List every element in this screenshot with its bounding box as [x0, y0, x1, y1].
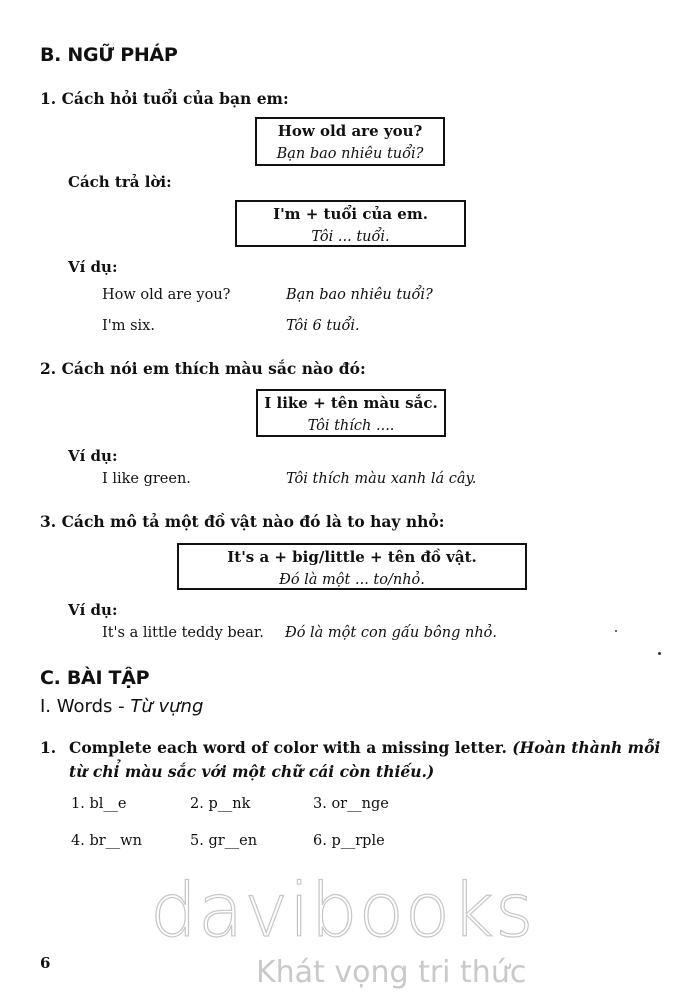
- age-answer-box: [235, 200, 466, 247]
- word-item-1: 1. bl__e: [71, 796, 127, 812]
- print-speck: [658, 652, 661, 655]
- age-answer-vi: Tôi ... tuổi.: [311, 229, 390, 245]
- like-color-en: I like + tên màu sắc.: [264, 394, 438, 412]
- watermark-brand: davibooks: [150, 868, 535, 954]
- part1-ex2-en: I'm six.: [102, 318, 155, 334]
- print-speck: [615, 630, 617, 632]
- part1-ex2-vi: Tôi 6 tuổi.: [286, 318, 360, 334]
- part3-example-label: Ví dụ:: [68, 601, 118, 619]
- word-item-6: 6. p__rple: [313, 833, 385, 849]
- exercise1-instruction-line1: [69, 736, 660, 760]
- exercise1-instruction-vi-2: từ chỉ màu sắc với một chữ cái còn thiếu.): [69, 762, 435, 781]
- part3-heading: 3. Cách mô tả một đồ vật nào đó là to hay nhỏ:: [40, 512, 445, 531]
- section-b-title: B. NGỮ PHÁP: [40, 44, 178, 66]
- word-item-4: 4. br__wn: [71, 833, 142, 849]
- exercise1-instruction-vi-1: (Hoàn thành mỗi: [512, 738, 661, 757]
- describe-size-vi: Đó là một ... to/nhỏ.: [279, 572, 425, 588]
- exercise1-instruction-en: Complete each word of color with a missing letter.: [69, 738, 507, 757]
- words-subtitle: [40, 696, 203, 717]
- part2-ex-en: I like green.: [102, 471, 191, 487]
- age-answer-en: I'm + tuổi của em.: [273, 205, 428, 223]
- describe-size-en: It's a + big/little + tên đồ vật.: [227, 548, 477, 566]
- part1-heading: 1. Cách hỏi tuổi của bạn em:: [40, 89, 289, 108]
- like-color-box: [256, 389, 446, 437]
- age-question-en: How old are you?: [277, 122, 423, 140]
- answer-label: Cách trả lời:: [68, 173, 172, 191]
- part2-ex-vi: Tôi thích màu xanh lá cây.: [286, 471, 477, 487]
- part1-ex1-en: How old are you?: [102, 287, 231, 303]
- exercise1-number: 1.: [40, 738, 57, 757]
- watermark-slogan: Khát vọng tri thức: [256, 955, 527, 990]
- page-number: 6: [40, 954, 51, 972]
- like-color-vi: Tôi thích ....: [307, 418, 395, 434]
- part2-example-label: Ví dụ:: [68, 447, 118, 465]
- part1-ex1-vi: Bạn bao nhiêu tuổi?: [286, 287, 433, 303]
- word-item-5: 5. gr__en: [190, 833, 258, 849]
- age-question-vi: Bạn bao nhiêu tuổi?: [276, 146, 424, 162]
- part3-ex-vi: Đó là một con gấu bông nhỏ.: [285, 625, 498, 641]
- words-subtitle-vi: Từ vựng: [130, 696, 204, 717]
- words-subtitle-en: I. Words -: [40, 696, 131, 717]
- part2-heading: 2. Cách nói em thích màu sắc nào đó:: [40, 359, 366, 378]
- part3-ex-en: It's a little teddy bear.: [102, 625, 264, 641]
- part1-example-label: Ví dụ:: [68, 258, 118, 276]
- section-c-title: C. BÀI TẬP: [40, 667, 150, 689]
- describe-size-box: [177, 543, 527, 590]
- age-question-box: [255, 117, 445, 166]
- word-item-3: 3. or__nge: [313, 796, 389, 812]
- word-item-2: 2. p__nk: [190, 796, 251, 812]
